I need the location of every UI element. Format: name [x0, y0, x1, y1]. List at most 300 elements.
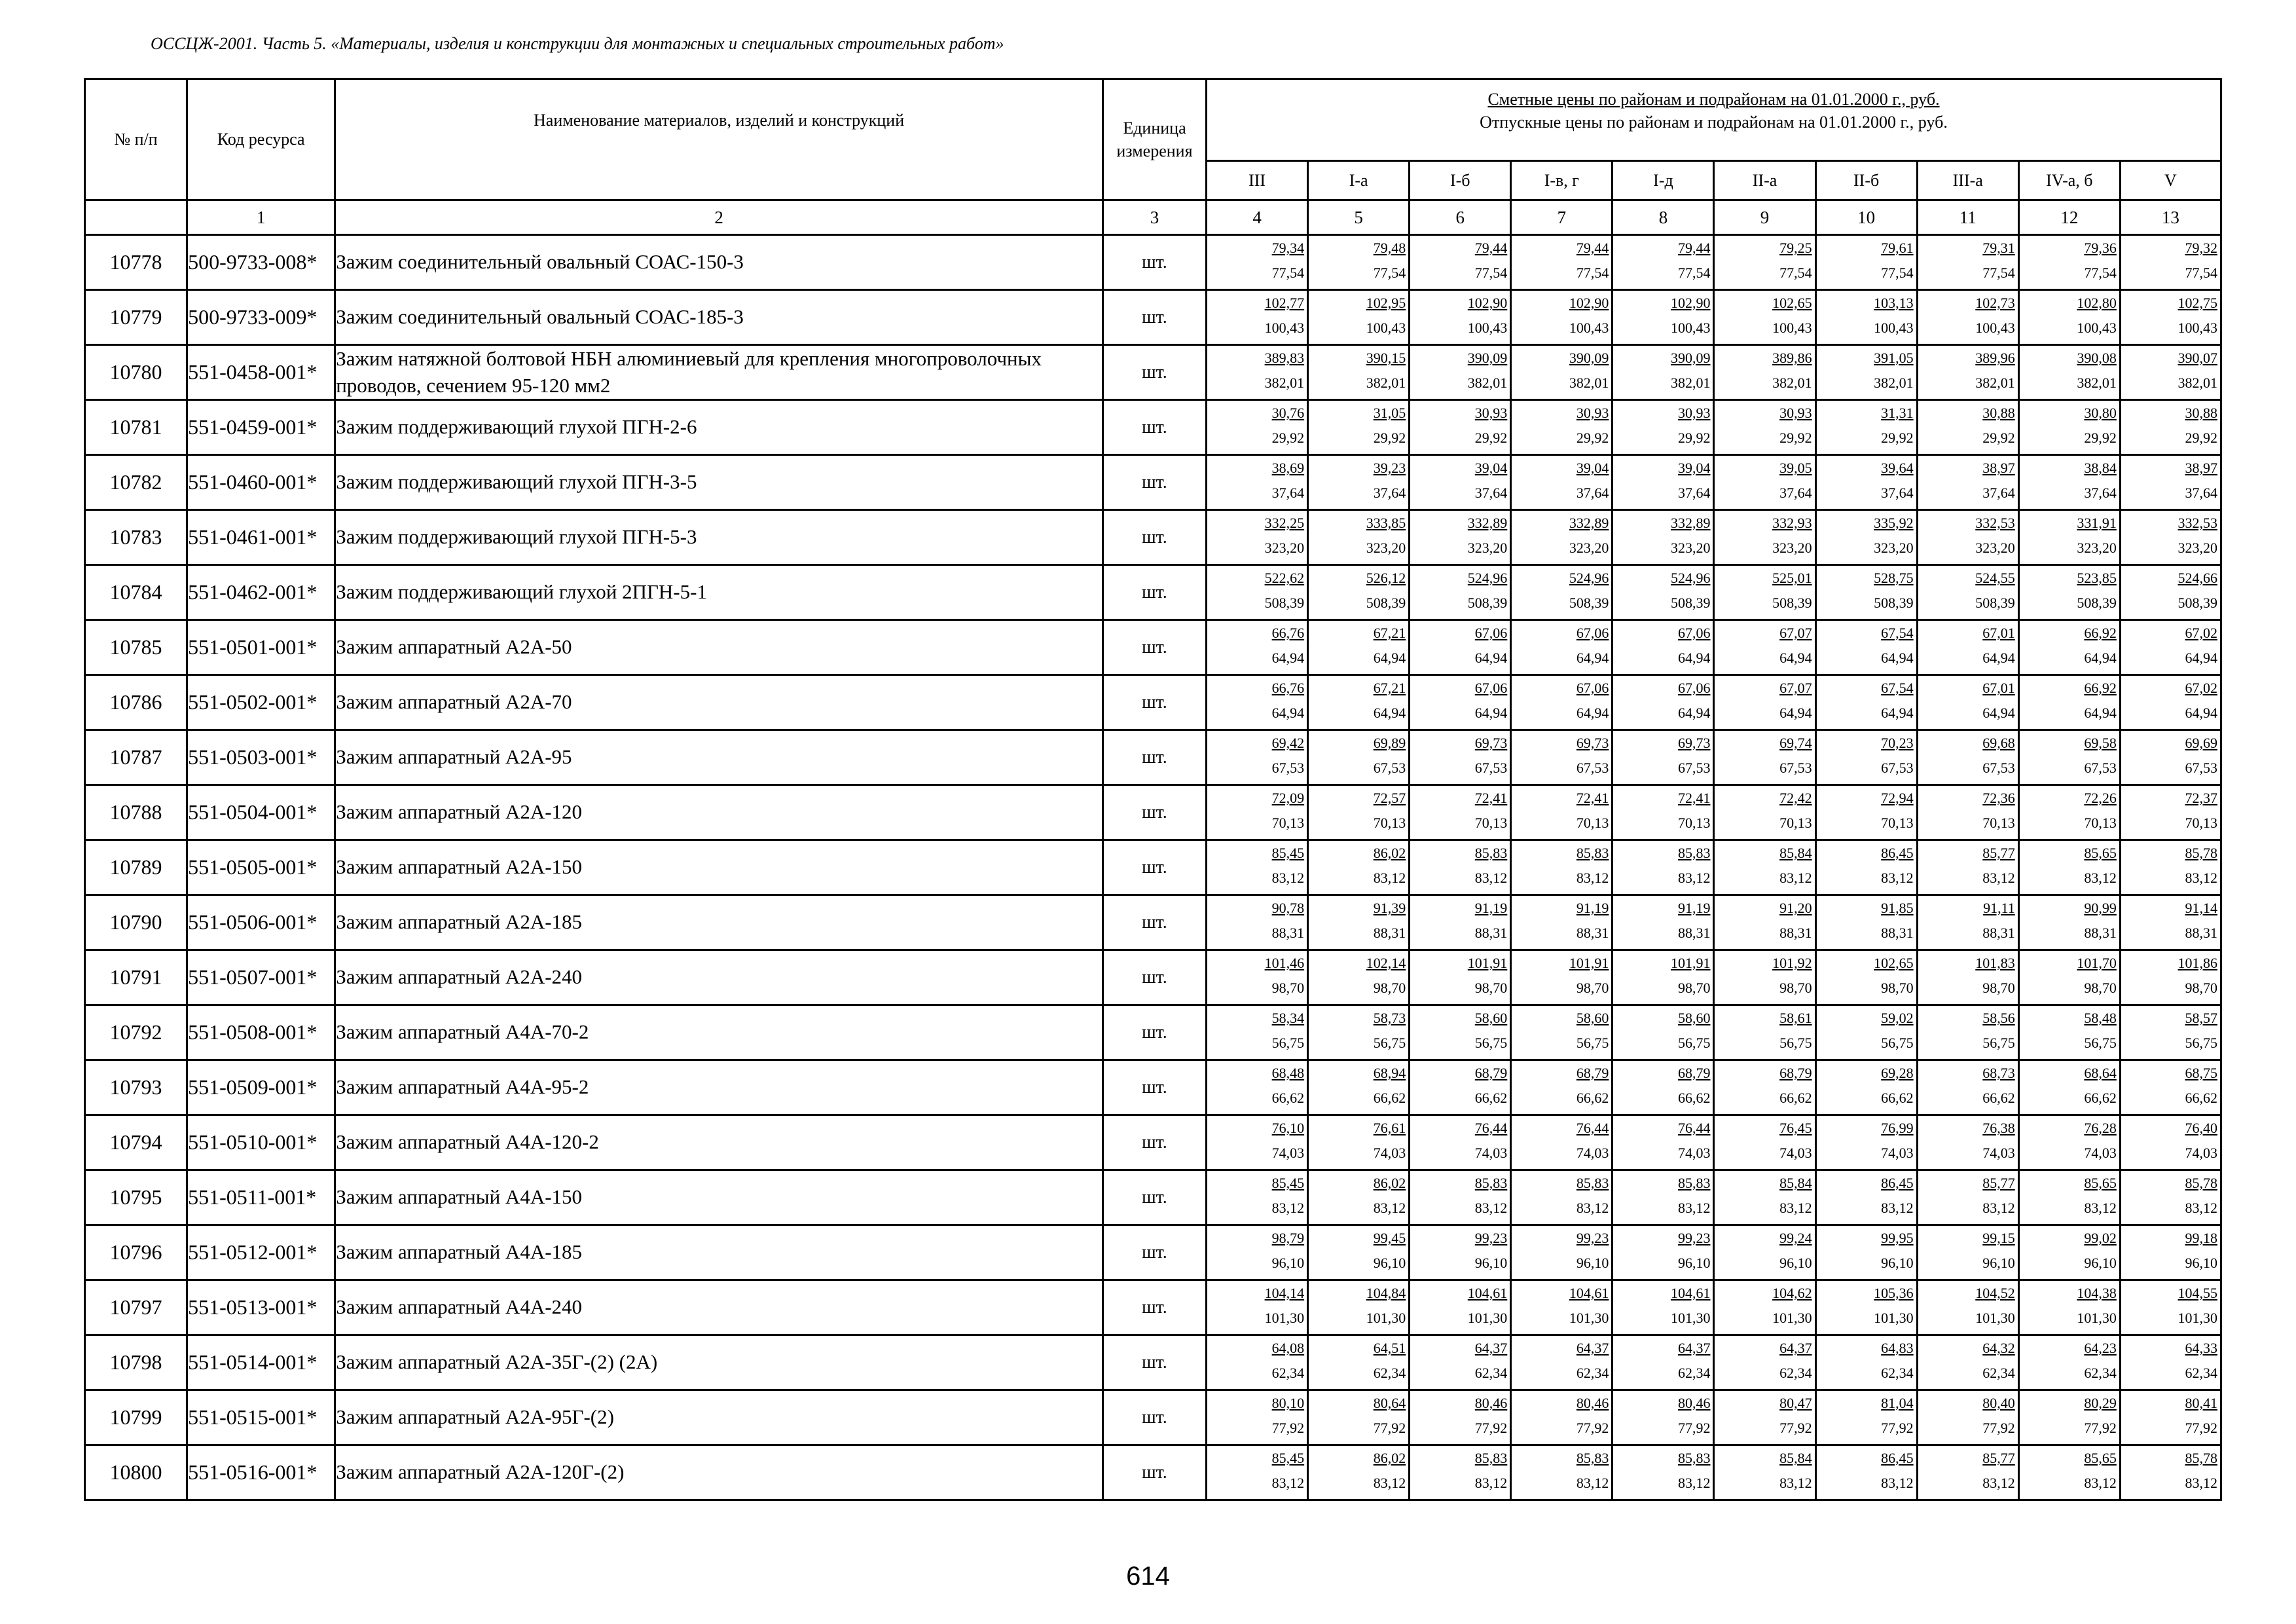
price-cell: [1815, 1170, 1917, 1225]
release-price: 62,34: [1881, 1365, 1914, 1381]
release-price: 83,12: [1677, 1200, 1711, 1216]
price-cell: [1815, 1335, 1917, 1390]
release-price: 88,31: [1982, 925, 2015, 941]
price-cell: [1207, 950, 1308, 1005]
unit-of-measure: шт.: [1102, 565, 1206, 620]
estimated-price: 85,45: [1271, 845, 1305, 861]
release-price: 77,54: [2084, 265, 2117, 281]
price-cell: [1511, 840, 1613, 895]
estimated-price: 30,93: [1474, 405, 1508, 421]
release-price: 323,20: [1264, 540, 1305, 556]
price-cell: [1207, 510, 1308, 565]
unit-of-measure: шт.: [1102, 840, 1206, 895]
release-price: 77,54: [1881, 265, 1914, 281]
row-number: 10798: [85, 1335, 187, 1390]
price-cell: [1511, 1390, 1613, 1445]
estimated-price: 335,92: [1874, 515, 1914, 531]
estimated-price: 102,90: [1569, 295, 1609, 311]
price-cell: [1613, 785, 1714, 840]
estimated-price: 79,34: [1271, 240, 1305, 256]
price-cell: [1511, 620, 1613, 675]
resource-code: 551-0460-001*: [187, 455, 335, 510]
estimated-price: 332,93: [1772, 515, 1812, 531]
release-price: 29,92: [1373, 430, 1406, 446]
price-cell: [2120, 620, 2221, 675]
estimated-price: 79,31: [1982, 240, 2015, 256]
material-name: Зажим поддерживающий глухой 2ПГН-5-1: [335, 565, 1103, 620]
release-price: 323,20: [1772, 540, 1812, 556]
release-price: 56,75: [1576, 1035, 1609, 1051]
price-cell: [1714, 1225, 1815, 1280]
estimated-price: 68,94: [1373, 1065, 1406, 1081]
material-name: Зажим аппаратный А2А-95Г-(2): [335, 1390, 1103, 1445]
estimated-price: 101,91: [1569, 955, 1609, 971]
price-cell: [1207, 840, 1308, 895]
release-price: 83,12: [2084, 870, 2117, 886]
release-price: 37,64: [2185, 485, 2217, 501]
price-cell: [1511, 1060, 1613, 1115]
header-region: II-б: [1815, 161, 1917, 200]
release-price: 37,64: [2084, 485, 2117, 501]
release-price: 508,39: [1670, 595, 1711, 611]
resource-code: 551-0505-001*: [187, 840, 335, 895]
release-price: 56,75: [2084, 1035, 2117, 1051]
release-price: 66,62: [1576, 1090, 1609, 1106]
price-cell: [1714, 400, 1815, 455]
estimated-price: 85,78: [2185, 845, 2217, 861]
price-cell: [1410, 1060, 1511, 1115]
column-number: 7: [1511, 200, 1613, 235]
price-cell: [2018, 290, 2120, 345]
release-price: 101,30: [1772, 1310, 1812, 1326]
estimated-price: 103,13: [1874, 295, 1914, 311]
material-name: Зажим аппаратный А2А-95: [335, 730, 1103, 785]
release-price: 83,12: [1576, 870, 1609, 886]
price-cell: [1207, 675, 1308, 730]
resource-code: 551-0510-001*: [187, 1115, 335, 1170]
release-price: 83,12: [1576, 1475, 1609, 1491]
price-cell: [1308, 785, 1410, 840]
header-prices: [1207, 79, 2221, 161]
estimated-price: 68,79: [1576, 1065, 1609, 1081]
release-price: 83,12: [1779, 870, 1812, 886]
header-region: I-б: [1410, 161, 1511, 200]
price-cell: [1308, 1060, 1410, 1115]
estimated-price: 526,12: [1366, 570, 1406, 586]
price-cell: [2120, 1225, 2221, 1280]
table-row: [85, 730, 2221, 785]
estimated-price: 72,94: [1881, 790, 1914, 806]
estimated-price: 67,06: [1677, 625, 1711, 641]
release-price: 100,43: [1366, 320, 1406, 336]
release-price: 83,12: [1271, 870, 1305, 886]
estimated-price: 69,58: [2084, 735, 2117, 751]
estimated-price: 99,23: [1474, 1230, 1508, 1246]
price-cell: [1714, 840, 1815, 895]
estimated-price: 64,83: [1881, 1340, 1914, 1356]
price-cell: [2120, 1445, 2221, 1500]
row-number: 10794: [85, 1115, 187, 1170]
price-cell: [1410, 730, 1511, 785]
price-cell: [1917, 950, 2018, 1005]
header-estimated-prices: Сметные цены по районам и подрайонам на 01.01.2000 г., руб.: [1487, 90, 1940, 109]
price-cell: [1511, 510, 1613, 565]
unit-of-measure: шт.: [1102, 1390, 1206, 1445]
estimated-price: 80,46: [1677, 1395, 1711, 1411]
price-cell: [1410, 1445, 1511, 1500]
price-cell: [2120, 1170, 2221, 1225]
release-price: 62,34: [1677, 1365, 1711, 1381]
document-header: ОССЦЖ-2001. Часть 5. «Материалы, изделия и конструкции для монтажных и специальных строительных работ»: [151, 34, 1004, 53]
price-cell: [1917, 1170, 2018, 1225]
estimated-price: 91,85: [1881, 900, 1914, 916]
price-cell: [1714, 1170, 1815, 1225]
estimated-price: 102,75: [2178, 295, 2217, 311]
estimated-price: 99,95: [1881, 1230, 1914, 1246]
release-price: 100,43: [2077, 320, 2117, 336]
estimated-price: 69,74: [1779, 735, 1812, 751]
estimated-price: 80,46: [1474, 1395, 1508, 1411]
price-cell: [1613, 1225, 1714, 1280]
estimated-price: 68,79: [1474, 1065, 1508, 1081]
price-cell: [1917, 1445, 2018, 1500]
estimated-price: 67,54: [1881, 625, 1914, 641]
release-price: 101,30: [1467, 1310, 1508, 1326]
price-cell: [2018, 345, 2120, 400]
resource-code: 551-0507-001*: [187, 950, 335, 1005]
estimated-price: 38,69: [1271, 460, 1305, 476]
price-cell: [1917, 345, 2018, 400]
price-cell: [1714, 455, 1815, 510]
estimated-price: 67,02: [2185, 625, 2217, 641]
price-table: [84, 78, 2222, 1501]
release-price: 83,12: [2185, 870, 2217, 886]
estimated-price: 91,19: [1576, 900, 1609, 916]
release-price: 101,30: [1569, 1310, 1609, 1326]
estimated-price: 85,83: [1576, 1175, 1609, 1191]
estimated-price: 76,45: [1779, 1120, 1812, 1136]
estimated-price: 72,41: [1576, 790, 1609, 806]
estimated-price: 67,21: [1373, 625, 1406, 641]
price-cell: [2018, 1170, 2120, 1225]
release-price: 101,30: [1874, 1310, 1914, 1326]
price-cell: [1613, 620, 1714, 675]
price-cell: [1410, 840, 1511, 895]
release-price: 101,30: [1670, 1310, 1711, 1326]
table-row: [85, 235, 2221, 290]
release-price: 70,13: [1677, 815, 1711, 831]
estimated-price: 67,06: [1576, 625, 1609, 641]
price-cell: [1613, 1170, 1714, 1225]
price-cell: [1815, 400, 1917, 455]
price-cell: [1917, 785, 2018, 840]
price-cell: [1917, 235, 2018, 290]
release-price: 382,01: [1975, 375, 2015, 391]
estimated-price: 66,92: [2084, 625, 2117, 641]
material-name: Зажим натяжной болтовой НБН алюминиевый для крепления многопроволочных проводов, сечением 95-120 мм2: [335, 345, 1103, 400]
release-price: 98,70: [1271, 980, 1305, 996]
release-price: 56,75: [1982, 1035, 2015, 1051]
release-price: 64,94: [2185, 650, 2217, 666]
estimated-price: 390,15: [1366, 350, 1406, 366]
release-price: 100,43: [2178, 320, 2217, 336]
material-name: Зажим аппаратный А2А-35Г-(2) (2А): [335, 1335, 1103, 1390]
header-unit: Единица измерения: [1102, 79, 1206, 200]
release-price: 323,20: [1874, 540, 1914, 556]
estimated-price: 67,07: [1779, 680, 1812, 696]
estimated-price: 91,19: [1474, 900, 1508, 916]
material-name: Зажим поддерживающий глухой ПГН-3-5: [335, 455, 1103, 510]
estimated-price: 85,84: [1779, 845, 1812, 861]
price-cell: [2018, 730, 2120, 785]
price-cell: [1613, 950, 1714, 1005]
estimated-price: 524,55: [1975, 570, 2015, 586]
estimated-price: 86,02: [1373, 845, 1406, 861]
estimated-price: 72,57: [1373, 790, 1406, 806]
price-cell: [1613, 235, 1714, 290]
row-number: 10787: [85, 730, 187, 785]
material-name: Зажим аппаратный А4А-150: [335, 1170, 1103, 1225]
estimated-price: 69,68: [1982, 735, 2015, 751]
price-cell: [1714, 785, 1815, 840]
estimated-price: 67,21: [1373, 680, 1406, 696]
unit-of-measure: шт.: [1102, 1170, 1206, 1225]
price-cell: [1308, 565, 1410, 620]
material-name: Зажим соединительный овальный СОАС-185-3: [335, 290, 1103, 345]
price-cell: [1714, 620, 1815, 675]
estimated-price: 76,44: [1677, 1120, 1711, 1136]
estimated-price: 390,09: [1569, 350, 1609, 366]
resource-code: 551-0501-001*: [187, 620, 335, 675]
release-price: 83,12: [1474, 870, 1508, 886]
release-price: 56,75: [1474, 1035, 1508, 1051]
estimated-price: 69,73: [1677, 735, 1711, 751]
estimated-price: 101,86: [2178, 955, 2217, 971]
release-price: 96,10: [1271, 1255, 1305, 1271]
unit-of-measure: шт.: [1102, 345, 1206, 400]
release-price: 77,54: [1271, 265, 1305, 281]
price-cell: [2120, 290, 2221, 345]
price-cell: [2018, 1005, 2120, 1060]
release-price: 56,75: [1779, 1035, 1812, 1051]
price-cell: [1207, 1335, 1308, 1390]
price-cell: [1917, 290, 2018, 345]
release-price: 96,10: [1982, 1255, 2015, 1271]
price-cell: [1613, 1390, 1714, 1445]
price-cell: [1815, 290, 1917, 345]
price-cell: [1917, 1060, 2018, 1115]
release-price: 98,70: [2185, 980, 2217, 996]
estimated-price: 58,57: [2185, 1010, 2217, 1026]
estimated-price: 39,04: [1474, 460, 1508, 476]
estimated-price: 104,55: [2178, 1285, 2217, 1301]
price-cell: [1917, 1335, 2018, 1390]
release-price: 83,12: [1881, 1475, 1914, 1491]
estimated-price: 67,06: [1474, 625, 1508, 641]
release-price: 83,12: [1982, 870, 2015, 886]
release-price: 101,30: [1264, 1310, 1305, 1326]
release-price: 77,54: [2185, 265, 2217, 281]
column-number: 13: [2120, 200, 2221, 235]
price-cell: [1308, 950, 1410, 1005]
release-price: 98,70: [1881, 980, 1914, 996]
column-number: 1: [187, 200, 335, 235]
estimated-price: 64,37: [1576, 1340, 1609, 1356]
estimated-price: 58,34: [1271, 1010, 1305, 1026]
estimated-price: 85,84: [1779, 1450, 1812, 1466]
estimated-price: 522,62: [1264, 570, 1305, 586]
release-price: 62,34: [1373, 1365, 1406, 1381]
price-cell: [2120, 785, 2221, 840]
resource-code: 551-0509-001*: [187, 1060, 335, 1115]
price-cell: [1815, 455, 1917, 510]
column-number: 10: [1815, 200, 1917, 235]
estimated-price: 67,06: [1474, 680, 1508, 696]
release-price: 83,12: [1677, 1475, 1711, 1491]
price-cell: [1207, 620, 1308, 675]
estimated-price: 31,05: [1373, 405, 1406, 421]
estimated-price: 58,60: [1474, 1010, 1508, 1026]
estimated-price: 80,29: [2084, 1395, 2117, 1411]
price-cell: [1410, 1280, 1511, 1335]
price-cell: [1207, 1115, 1308, 1170]
header-material-name: Наименование материалов, изделий и конструкций: [335, 79, 1103, 200]
release-price: 56,75: [1373, 1035, 1406, 1051]
price-cell: [1815, 565, 1917, 620]
price-cell: [1613, 565, 1714, 620]
estimated-price: 90,78: [1271, 900, 1305, 916]
price-cell: [2120, 950, 2221, 1005]
price-cell: [1308, 620, 1410, 675]
release-price: 64,94: [1779, 705, 1812, 721]
price-cell: [2018, 1060, 2120, 1115]
material-name: Зажим соединительный овальный СОАС-150-3: [335, 235, 1103, 290]
price-cell: [1714, 1115, 1815, 1170]
price-cell: [1207, 565, 1308, 620]
release-price: 88,31: [1881, 925, 1914, 941]
estimated-price: 30,76: [1271, 405, 1305, 421]
estimated-price: 80,46: [1576, 1395, 1609, 1411]
release-price: 37,64: [1576, 485, 1609, 501]
price-cell: [1613, 1335, 1714, 1390]
estimated-price: 30,93: [1576, 405, 1609, 421]
estimated-price: 86,02: [1373, 1450, 1406, 1466]
estimated-price: 69,69: [2185, 735, 2217, 751]
row-number: 10793: [85, 1060, 187, 1115]
release-price: 74,03: [1982, 1145, 2015, 1161]
price-cell: [1308, 840, 1410, 895]
release-price: 83,12: [1576, 1200, 1609, 1216]
estimated-price: 39,05: [1779, 460, 1812, 476]
material-name: Зажим аппаратный А2А-150: [335, 840, 1103, 895]
estimated-price: 91,39: [1373, 900, 1406, 916]
release-price: 508,39: [1874, 595, 1914, 611]
row-number: 10785: [85, 620, 187, 675]
price-cell: [1815, 1390, 1917, 1445]
price-cell: [1410, 950, 1511, 1005]
release-price: 64,94: [1576, 705, 1609, 721]
unit-of-measure: шт.: [1102, 400, 1206, 455]
material-name: Зажим аппаратный А2А-120: [335, 785, 1103, 840]
release-price: 98,70: [1779, 980, 1812, 996]
unit-of-measure: шт.: [1102, 290, 1206, 345]
table-row: [85, 1225, 2221, 1280]
release-price: 323,20: [1975, 540, 2015, 556]
estimated-price: 104,38: [2077, 1285, 2117, 1301]
table-row: [85, 895, 2221, 950]
release-price: 508,39: [1772, 595, 1812, 611]
estimated-price: 31,31: [1881, 405, 1914, 421]
estimated-price: 390,08: [2077, 350, 2117, 366]
release-price: 101,30: [1975, 1310, 2015, 1326]
price-cell: [1917, 455, 2018, 510]
unit-of-measure: шт.: [1102, 1335, 1206, 1390]
release-price: 70,13: [2185, 815, 2217, 831]
estimated-price: 58,60: [1677, 1010, 1711, 1026]
estimated-price: 332,89: [1670, 515, 1711, 531]
release-price: 382,01: [1772, 375, 1812, 391]
estimated-price: 68,79: [1779, 1065, 1812, 1081]
release-price: 66,62: [1779, 1090, 1812, 1106]
release-price: 62,34: [1779, 1365, 1812, 1381]
price-cell: [1511, 1225, 1613, 1280]
release-price: 64,94: [1982, 650, 2015, 666]
price-cell: [1613, 675, 1714, 730]
price-cell: [1410, 235, 1511, 290]
estimated-price: 38,97: [2185, 460, 2217, 476]
estimated-price: 101,46: [1264, 955, 1305, 971]
release-price: 98,70: [1982, 980, 2015, 996]
price-cell: [2018, 1445, 2120, 1500]
estimated-price: 332,25: [1264, 515, 1305, 531]
estimated-price: 99,23: [1677, 1230, 1711, 1246]
column-number: 4: [1207, 200, 1308, 235]
price-cell: [1815, 1280, 1917, 1335]
price-cell: [1207, 1170, 1308, 1225]
resource-code: 551-0458-001*: [187, 345, 335, 400]
release-price: 77,92: [2185, 1420, 2217, 1436]
release-price: 83,12: [1373, 1200, 1406, 1216]
resource-code: 551-0508-001*: [187, 1005, 335, 1060]
estimated-price: 72,26: [2084, 790, 2117, 806]
price-cell: [1815, 1060, 1917, 1115]
release-price: 83,12: [1271, 1475, 1305, 1491]
price-cell: [1511, 235, 1613, 290]
release-price: 96,10: [1474, 1255, 1508, 1271]
price-cell: [1714, 1335, 1815, 1390]
release-price: 37,64: [1474, 485, 1508, 501]
price-cell: [1511, 730, 1613, 785]
price-cell: [1308, 1390, 1410, 1445]
estimated-price: 99,23: [1576, 1230, 1609, 1246]
release-price: 67,53: [1779, 760, 1812, 776]
estimated-price: 72,41: [1677, 790, 1711, 806]
release-price: 98,70: [1474, 980, 1508, 996]
unit-of-measure: шт.: [1102, 1060, 1206, 1115]
estimated-price: 104,61: [1467, 1285, 1508, 1301]
estimated-price: 523,85: [2077, 570, 2117, 586]
estimated-price: 79,44: [1576, 240, 1609, 256]
resource-code: 551-0502-001*: [187, 675, 335, 730]
release-price: 96,10: [1881, 1255, 1914, 1271]
release-price: 67,53: [1474, 760, 1508, 776]
price-cell: [1917, 1115, 2018, 1170]
price-cell: [1511, 1335, 1613, 1390]
estimated-price: 85,45: [1271, 1450, 1305, 1466]
release-price: 100,43: [1264, 320, 1305, 336]
price-cell: [1714, 895, 1815, 950]
release-price: 37,64: [1982, 485, 2015, 501]
